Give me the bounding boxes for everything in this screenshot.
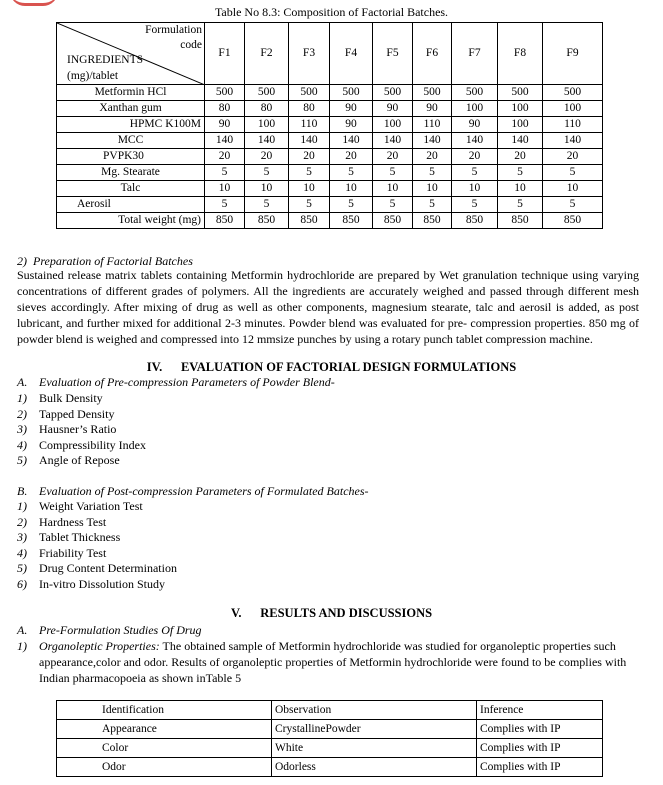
ingredient-name: Aerosil bbox=[57, 197, 205, 213]
section-iv-b-heading: B. Evaluation of Post-compression Parameters of Formulated Batches- bbox=[17, 484, 369, 498]
prep-body: Sustained release matrix tablets containing Metformin hydrochloride are prepared by Wet granulation technique using varying concentrations of different grades of polymers. All the ingredients are accurately weighed and passed through different mesh sieves accordingly. After mixing of drug as well as other components, magnesium stearate, talc and aerosil is added, as post lubricant, and further mixed for additional 2-3 minutes. Powder blend was evaluated for pre- compression properties. 850 mg of powder blend is weighed and compressed into 12 mmsize punches by using a rotary punch tablet compression machine. bbox=[17, 268, 639, 346]
table-cell: 5 bbox=[543, 165, 603, 181]
batch-header-f7: F7 bbox=[452, 23, 498, 85]
table-cell: 500 bbox=[205, 85, 245, 101]
table-cell: 140 bbox=[289, 133, 330, 149]
table-row bbox=[57, 181, 603, 197]
table-row bbox=[57, 85, 603, 101]
table-cell: Complies with IP bbox=[477, 720, 603, 739]
table-cell: Identification bbox=[57, 701, 272, 720]
table-cell: Odorless bbox=[272, 758, 477, 777]
table-cell: 850 bbox=[205, 213, 245, 229]
table-cell: 80 bbox=[205, 101, 245, 117]
list-item: 6) In-vitro Dissolution Study bbox=[17, 576, 166, 591]
table-cell: 140 bbox=[543, 133, 603, 149]
list-item: 4) Friability Test bbox=[17, 545, 107, 560]
table-row bbox=[57, 149, 603, 165]
section-v-a-heading: A. Pre-Formulation Studies Of Drug bbox=[17, 623, 202, 637]
table-row bbox=[57, 117, 603, 133]
table-cell: 850 bbox=[452, 213, 498, 229]
batch-header-f3: F3 bbox=[289, 23, 330, 85]
table-cell: 850 bbox=[373, 213, 413, 229]
table-cell: 5 bbox=[452, 165, 498, 181]
table-cell: 850 bbox=[245, 213, 289, 229]
ingredient-name: PVPK30 bbox=[57, 149, 205, 165]
formulation-code-label: Formulation code bbox=[145, 24, 202, 51]
table-cell: 10 bbox=[413, 181, 452, 197]
table-cell: 5 bbox=[245, 165, 289, 181]
table-cell: 500 bbox=[373, 85, 413, 101]
table-cell: 5 bbox=[413, 197, 452, 213]
table-cell: 850 bbox=[330, 213, 373, 229]
organoleptic-item-body: appearance,color and odor. Results of organoleptic properties of Metformin hydrochloride were found to be complies with Indian pharmacopoeia as shown inTable 5 bbox=[39, 655, 627, 685]
table-cell: White bbox=[272, 739, 477, 758]
table-cell: 5 bbox=[330, 197, 373, 213]
table-row bbox=[57, 133, 603, 149]
table-cell: 10 bbox=[498, 181, 543, 197]
table-cell: 10 bbox=[245, 181, 289, 197]
table-cell: 90 bbox=[373, 101, 413, 117]
table-cell: 5 bbox=[289, 197, 330, 213]
table-cell: 20 bbox=[498, 149, 543, 165]
ingredient-name: Metformin HCl bbox=[57, 85, 205, 101]
ingredients-label: INGREDIENTS (mg)/tablet bbox=[67, 54, 144, 82]
table-row bbox=[57, 739, 603, 758]
table-cell: 20 bbox=[245, 149, 289, 165]
ingredient-name: HPMC K100M bbox=[57, 117, 205, 133]
list-item: 3) Tablet Thickness bbox=[17, 530, 121, 544]
table-row bbox=[57, 101, 603, 117]
table-cell: 10 bbox=[289, 181, 330, 197]
ingredient-name: Xanthan gum bbox=[57, 101, 205, 117]
table-cell: 5 bbox=[205, 165, 245, 181]
ingredient-name: Talc bbox=[57, 181, 205, 197]
table-cell: 110 bbox=[543, 117, 603, 133]
table-cell: 100 bbox=[373, 117, 413, 133]
table-cell: Color bbox=[57, 739, 272, 758]
table-cell: 5 bbox=[373, 197, 413, 213]
table-cell: Complies with IP bbox=[477, 758, 603, 777]
table-cell: 5 bbox=[498, 165, 543, 181]
table-cell: 80 bbox=[245, 101, 289, 117]
table-cell: 5 bbox=[543, 197, 603, 213]
table-cell: 5 bbox=[245, 197, 289, 213]
table-row bbox=[57, 720, 603, 739]
table-cell: 5 bbox=[373, 165, 413, 181]
table-cell: 140 bbox=[452, 133, 498, 149]
batch-header-f6: F6 bbox=[413, 23, 452, 85]
table-header-row bbox=[57, 23, 603, 85]
table-cell: 80 bbox=[289, 101, 330, 117]
table-cell: 10 bbox=[452, 181, 498, 197]
table-row bbox=[57, 197, 603, 213]
table-cell: 90 bbox=[452, 117, 498, 133]
table-cell: 140 bbox=[413, 133, 452, 149]
table-cell: 10 bbox=[330, 181, 373, 197]
table-cell: 100 bbox=[245, 117, 289, 133]
table-cell: Odor bbox=[57, 758, 272, 777]
section-iv-title: IV. EVALUATION OF FACTORIAL DESIGN FORMULATIONS bbox=[146, 360, 517, 374]
table-cell: 140 bbox=[245, 133, 289, 149]
batch-header-f9: F9 bbox=[543, 23, 603, 85]
table-cell: 20 bbox=[205, 149, 245, 165]
table-cell: 5 bbox=[413, 165, 452, 181]
table-cell: 100 bbox=[498, 101, 543, 117]
table-cell: 500 bbox=[245, 85, 289, 101]
prep-heading: 2) Preparation of Factorial Batches bbox=[17, 254, 193, 268]
list-item: 5) Angle of Repose bbox=[17, 453, 120, 467]
table-cell: 140 bbox=[498, 133, 543, 149]
list-item: 2) Hardness Test bbox=[17, 514, 107, 529]
table-cell: 5 bbox=[289, 165, 330, 181]
table-row bbox=[57, 758, 603, 777]
table-caption: Table No 8.3: Composition of Factorial Batches. bbox=[214, 5, 449, 19]
table-cell: 5 bbox=[498, 197, 543, 213]
list-item: 5) Drug Content Determination bbox=[17, 561, 177, 575]
diagonal-header-cell bbox=[57, 23, 205, 85]
table-cell: 500 bbox=[452, 85, 498, 101]
batch-header-f8: F8 bbox=[498, 23, 543, 85]
table-cell: CrystallinePowder bbox=[272, 720, 477, 739]
ingredient-name: Total weight (mg) bbox=[57, 213, 205, 229]
table-cell: 5 bbox=[330, 165, 373, 181]
table-cell: 110 bbox=[289, 117, 330, 133]
table-row bbox=[57, 165, 603, 181]
table-cell: 140 bbox=[205, 133, 245, 149]
table-cell: 20 bbox=[543, 149, 603, 165]
table-cell: 90 bbox=[205, 117, 245, 133]
table-cell: 140 bbox=[330, 133, 373, 149]
table-cell: 5 bbox=[452, 197, 498, 213]
batch-header-f5: F5 bbox=[373, 23, 413, 85]
table-cell: 10 bbox=[205, 181, 245, 197]
section-v-title: V. RESULTS AND DISCUSSIONS bbox=[230, 606, 433, 620]
table-cell: 500 bbox=[498, 85, 543, 101]
table-cell: 500 bbox=[543, 85, 603, 101]
table-cell: 90 bbox=[330, 101, 373, 117]
table-cell: 850 bbox=[289, 213, 330, 229]
table-cell: Complies with IP bbox=[477, 739, 603, 758]
list-item: 2) Tapped Density bbox=[17, 406, 115, 421]
ingredient-name: MCC bbox=[57, 133, 205, 149]
table-cell: 5 bbox=[205, 197, 245, 213]
list-item: 1) Bulk Density bbox=[17, 391, 103, 405]
list-item: 4) Compressibility Index bbox=[17, 437, 146, 452]
table-cell: 20 bbox=[373, 149, 413, 165]
table-cell: Appearance bbox=[57, 720, 272, 739]
batch-header-f4: F4 bbox=[330, 23, 373, 85]
batch-header-f2: F2 bbox=[245, 23, 289, 85]
table-cell: 90 bbox=[330, 117, 373, 133]
table-cell: 20 bbox=[289, 149, 330, 165]
list-item: 1) Weight Variation Test bbox=[17, 499, 143, 513]
table-cell: 850 bbox=[543, 213, 603, 229]
list-item: 3) Hausner’s Ratio bbox=[17, 422, 117, 436]
table-cell: 850 bbox=[413, 213, 452, 229]
table-cell: 500 bbox=[413, 85, 452, 101]
ingredient-name: Mg. Stearate bbox=[57, 165, 205, 181]
batch-header-f1: F1 bbox=[205, 23, 245, 85]
table-cell: Observation bbox=[272, 701, 477, 720]
table-header-row bbox=[57, 701, 603, 720]
table-cell: 10 bbox=[543, 181, 603, 197]
table-cell: 140 bbox=[373, 133, 413, 149]
table-cell: 500 bbox=[289, 85, 330, 101]
organoleptic-item-line1: 1) Organoleptic Properties: The obtained sample of Metformin hydrochloride was studied for organoleptic properties such bbox=[17, 639, 616, 653]
table-cell: Inference bbox=[477, 701, 603, 720]
table-cell: 10 bbox=[373, 181, 413, 197]
table-row bbox=[57, 213, 603, 229]
factorial-batches-table bbox=[56, 22, 603, 229]
table-cell: 100 bbox=[498, 117, 543, 133]
table-cell: 20 bbox=[452, 149, 498, 165]
table-cell: 850 bbox=[498, 213, 543, 229]
table-cell: 90 bbox=[413, 101, 452, 117]
section-iv-a-heading: A. Evaluation of Pre-compression Parameters of Powder Blend- bbox=[17, 375, 335, 389]
table-cell: 20 bbox=[330, 149, 373, 165]
organoleptic-table bbox=[56, 700, 603, 777]
table-cell: 500 bbox=[330, 85, 373, 101]
table-cell: 20 bbox=[413, 149, 452, 165]
table-cell: 110 bbox=[413, 117, 452, 133]
table-cell: 100 bbox=[452, 101, 498, 117]
table-cell: 100 bbox=[543, 101, 603, 117]
